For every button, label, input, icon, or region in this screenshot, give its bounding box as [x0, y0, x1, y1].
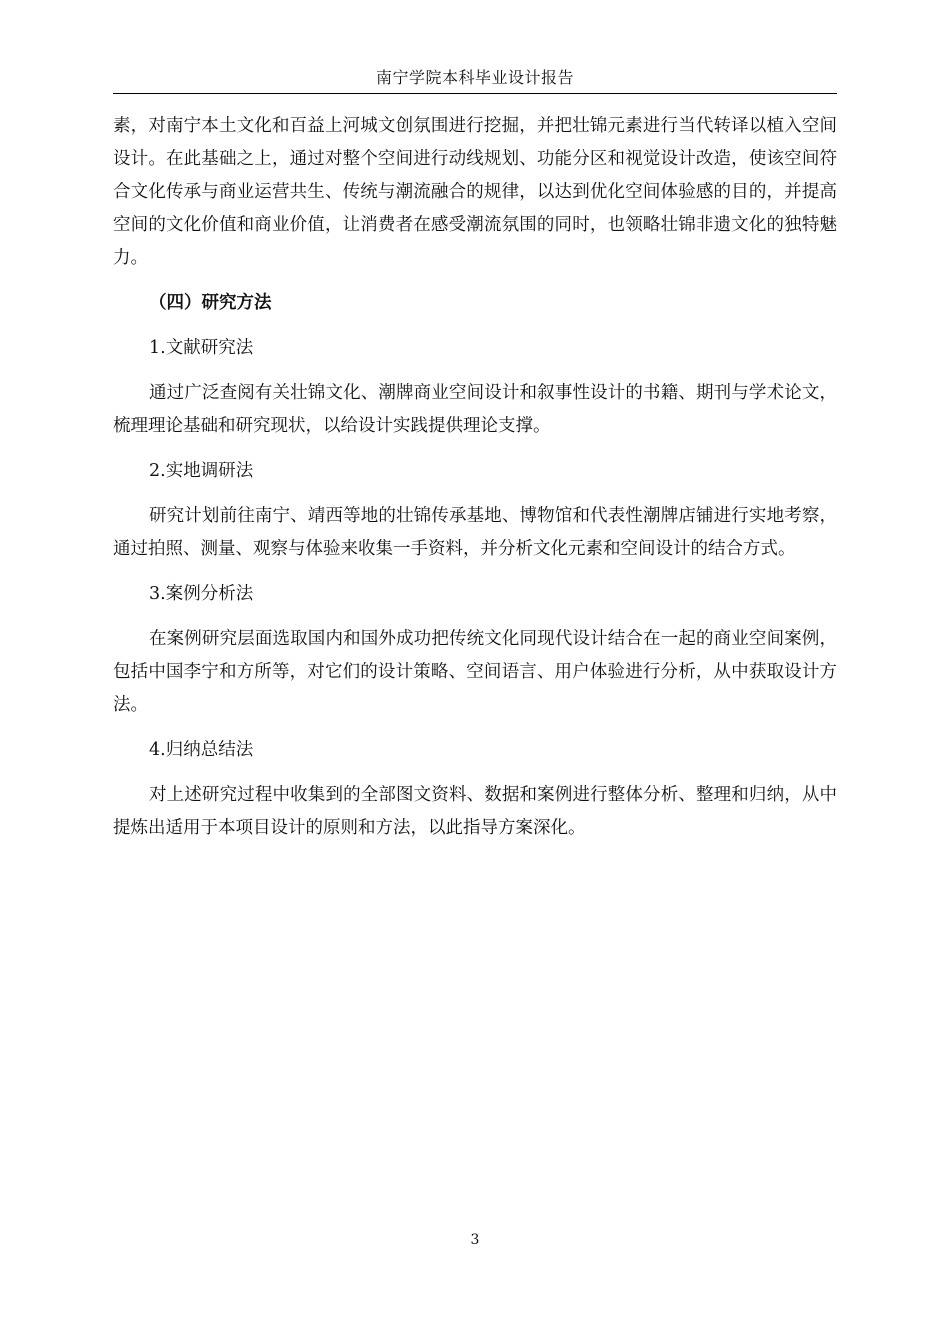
method-2-paragraph: 研究计划前往南宁、靖西等地的壮锦传承基地、博物馆和代表性潮牌店铺进行实地考察，通过拍照、测量、观察与体验来收集一手资料，并分析文化元素和空间设计的结合方式。	[113, 506, 837, 559]
page-header-title: 南宁学院本科毕业设计报告	[375, 68, 574, 87]
method-4-paragraph: 对上述研究过程中收集到的全部图文资料、数据和案例进行整体分析、整理和归纳，从中提炼出适用于本项目设计的原则和方法，以此指导方案深化。	[113, 785, 837, 838]
intro-paragraph: 素，对南宁本土文化和百益上河城文创氛围进行挖掘，并把壮锦元素进行当代转译以植入空间设计。在此基础之上，通过对整个空间进行动线规划、功能分区和视觉设计改造，使该空间符合文化传承与商业运营共生、传统与潮流融合的规律，以达到优化空间体验感的目的，并提高空间的文化价值和商业价值，让消费者在感受潮流氛围的同时，也领略壮锦非遗文化的独特魅力。	[113, 116, 837, 268]
method-3-paragraph: 在案例研究层面选取国内和国外成功把传统文化同现代设计结合在一起的商业空间案例，包括中国李宁和方所等，对它们的设计策略、空间语言、用户体验进行分析，从中获取设计方法。	[113, 629, 837, 715]
method-1-paragraph: 通过广泛查阅有关壮锦文化、潮牌商业空间设计和叙事性设计的书籍、期刊与学术论文，梳理理论基础和研究现状，以给设计实践提供理论支撑。	[113, 383, 837, 436]
page-number: 3	[470, 1232, 480, 1248]
document-body	[113, 110, 837, 845]
method-3-title: 3.案例分析法	[149, 584, 254, 604]
method-1-title: 1.文献研究法	[149, 338, 254, 358]
section-heading: （四）研究方法	[149, 293, 272, 313]
method-4-title: 4.归纳总结法	[149, 740, 254, 760]
header-divider	[113, 93, 837, 94]
method-2-title: 2.实地调研法	[149, 461, 254, 481]
